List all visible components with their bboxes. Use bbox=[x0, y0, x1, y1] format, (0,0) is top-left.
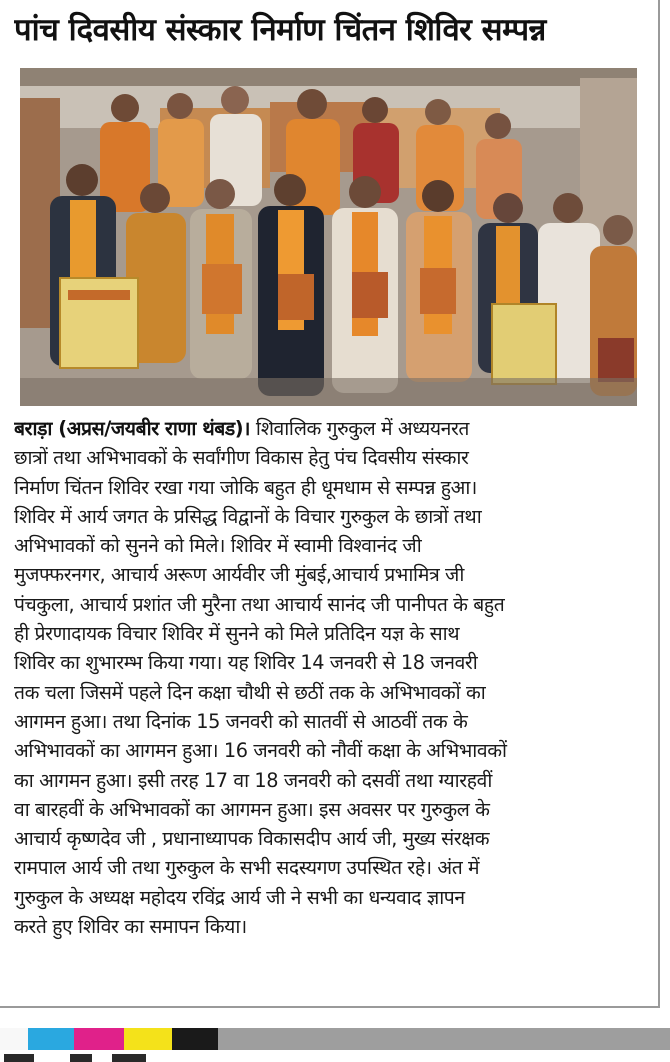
next-article-fragment bbox=[0, 1050, 670, 1062]
article-line: छात्रों तथा अभिभावकों के सर्वांगीण विकास हेतु पंच दिवसीय संस्कार bbox=[14, 446, 469, 470]
article-line: करते हुए शिविर का समापन किया। bbox=[14, 915, 247, 939]
cropped-text-fragment bbox=[112, 1054, 146, 1062]
article-line: ही प्रेरणादायक विचार शिविर में सुनने को मिले प्रतिदिन यज्ञ के साथ bbox=[14, 622, 460, 646]
article-body bbox=[14, 414, 650, 941]
article-line: आगमन हुआ। तथा दिनांक 15 जनवरी को सातवीं से आठवीं तक के bbox=[14, 709, 468, 733]
article-line: मुजफ्फरनगर, आचार्य अरूण आर्यवीर जी मुंबई,आचार्य प्रभामित्र जी bbox=[14, 563, 464, 587]
headline: पांच दिवसीय संस्कार निर्माण चिंतन शिविर सम्पन्न bbox=[14, 12, 546, 48]
registration-swatch bbox=[28, 1028, 74, 1050]
article-line: शिविर का शुभारम्भ किया गया। यह शिविर 14 जनवरी से 18 जनवरी bbox=[14, 651, 478, 675]
cropped-text-fragment bbox=[70, 1054, 92, 1062]
print-registration-bar bbox=[0, 1028, 670, 1050]
group-photo bbox=[20, 68, 637, 406]
article-line: का आगमन हुआ। इसी तरह 17 वा 18 जनवरी को दसवीं तथा ग्यारहवीं bbox=[14, 768, 492, 792]
article-line: अभिभावकों को सुनने को मिले। शिविर में स्वामी विश्वानंद जी bbox=[14, 534, 422, 558]
registration-swatch bbox=[218, 1028, 670, 1050]
article-line: शिविर में आर्य जगत के प्रसिद्ध विद्वानों के विचार गुरुकुल के छात्रों तथा bbox=[14, 504, 482, 528]
registration-swatch bbox=[74, 1028, 124, 1050]
article-line: रामपाल आर्य जी तथा गुरुकुल के सभी सदस्यगण उपस्थित रहे। अंत में bbox=[14, 856, 480, 880]
registration-swatch bbox=[124, 1028, 172, 1050]
article-line: गुरुकुल के अध्यक्ष महोदय रविंद्र आर्य जी ने सभी का धन्यवाद ज्ञापन bbox=[14, 885, 465, 909]
article-line bbox=[14, 414, 650, 443]
dateline: बराड़ा (अप्रस/जयबीर राणा थंबड)। bbox=[14, 417, 251, 440]
article-line: अभिभावकों का आगमन हुआ। 16 जनवरी को नौवीं कक्षा के अभिभावकों bbox=[14, 739, 507, 763]
article-line-text: शिवालिक गुरुकुल में अध्ययनरत bbox=[250, 417, 470, 440]
article-line: तक चला जिसमें पहले दिन कक्षा चौथी से छठीं तक के अभिभावकों का bbox=[14, 680, 486, 704]
cropped-text-fragment bbox=[4, 1054, 34, 1062]
article-line: निर्माण चिंतन शिविर रखा गया जोकि बहुत ही धूमधाम से सम्पन्न हुआ। bbox=[14, 475, 477, 499]
group-photo-illustration bbox=[20, 68, 637, 406]
registration-swatch bbox=[0, 1028, 28, 1050]
article-line: पंचकुला, आचार्य प्रशांत जी मुरैना तथा आचार्य सानंद जी पानीपत के बहुत bbox=[14, 592, 505, 616]
article-line: वा बारहवीं के अभिभावकों का आगमन हुआ। इस अवसर पर गुरुकुल के bbox=[14, 797, 490, 821]
registration-swatch bbox=[172, 1028, 218, 1050]
article-line: आचार्य कृष्णदेव जी , प्रधानाध्यापक विकासदीप आर्य जी, मुख्य संरक्षक bbox=[14, 827, 490, 851]
